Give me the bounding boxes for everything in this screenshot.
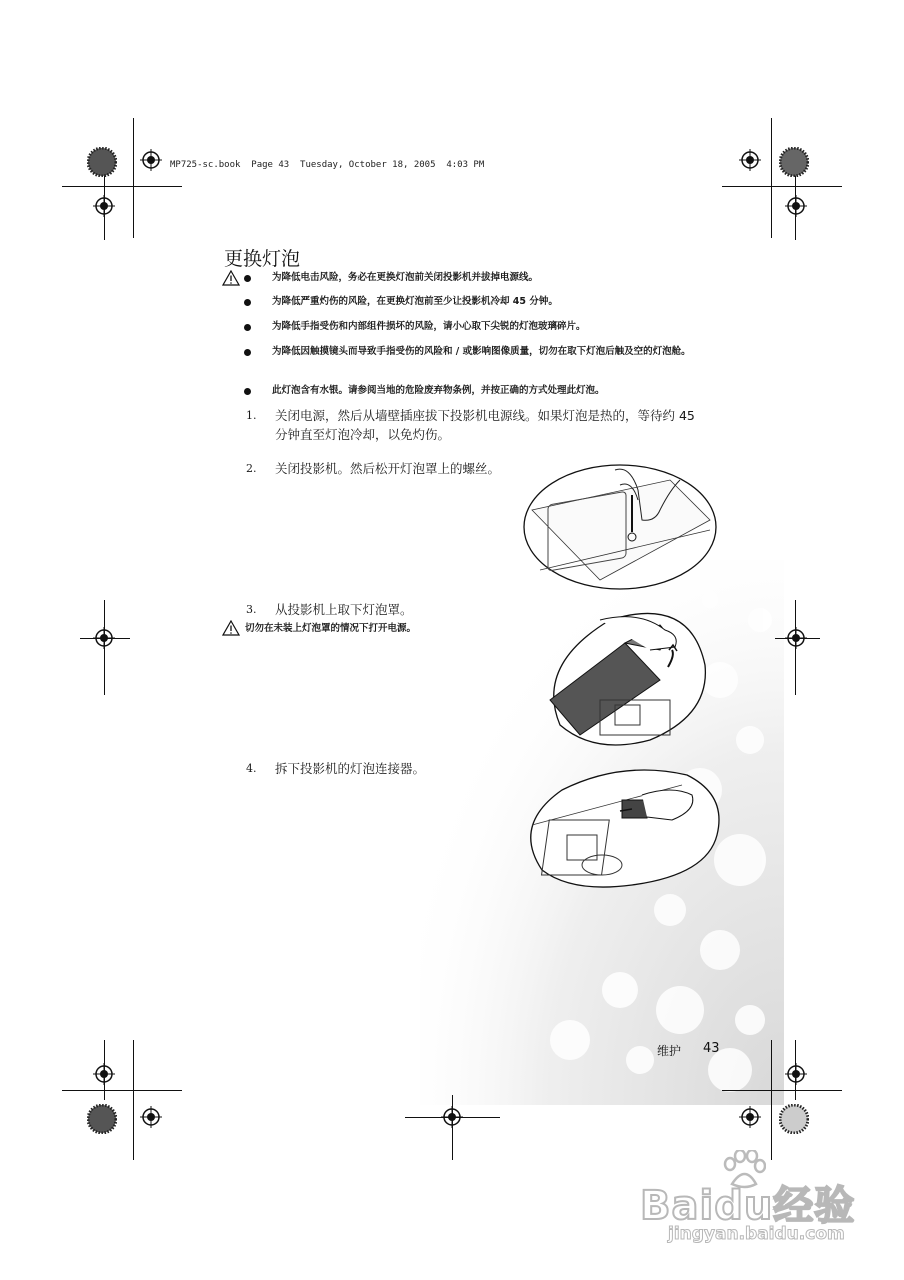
registration-mark-icon: [93, 195, 115, 217]
warning-item: 此灯泡含有水银。请参阅当地的危险废弃物条例，并按正确的方式处理此灯泡。: [272, 385, 605, 396]
registration-mark-icon: [739, 149, 761, 171]
registration-mark-icon: [785, 627, 807, 649]
warning-item: 为降低严重灼伤的风险，在更换灯泡前至少让投影机冷却 45 分钟。: [272, 296, 558, 307]
warning-triangle-icon: [222, 270, 240, 286]
registration-mark-icon: [140, 149, 162, 171]
color-bar-icon: [779, 1104, 809, 1134]
color-bar-icon: [87, 1104, 117, 1134]
bullet-icon: [244, 299, 251, 306]
book-header-line: MP725-sc.book Page 43 Tuesday, October 18, 2005 4:03 PM: [170, 160, 485, 170]
warning-triangle-icon: [222, 620, 240, 636]
step-number: 3.: [246, 603, 257, 616]
warning-item: 为降低因触摸镜头而导致手指受伤的风险和 / 或影响图像质量，切勿在取下灯泡后触及空的灯泡舱。: [272, 346, 691, 357]
registration-mark-icon: [93, 1063, 115, 1085]
warning-item: 为降低电击风险，务必在更换灯泡前关闭投影机并拔掉电源线。: [272, 272, 539, 283]
step-number: 4.: [246, 762, 257, 775]
step-number: 1.: [246, 409, 257, 422]
registration-mark-icon: [739, 1106, 761, 1128]
remove-lamp-cover-illustration: [540, 605, 710, 750]
baidu-watermark: [640, 1150, 880, 1250]
footer-section-label: 维护: [657, 1044, 682, 1058]
lamp-cover-screw-illustration: [520, 460, 720, 595]
step-number: 2.: [246, 462, 257, 475]
step-text: 从投影机上取下灯泡罩。: [275, 602, 413, 617]
step-text: 拆下投影机的灯泡连接器。: [275, 761, 426, 776]
color-bar-icon: [779, 147, 809, 177]
lamp-connector-illustration: [522, 765, 722, 890]
registration-mark-icon: [441, 1106, 463, 1128]
watermark-url: jingyan.baidu.com: [668, 1224, 845, 1244]
registration-mark-icon: [140, 1106, 162, 1128]
step-text: 关闭投影机。然后松开灯泡罩上的螺丝。: [275, 461, 501, 476]
registration-mark-icon: [93, 627, 115, 649]
step-text: 关闭电源，然后从墙壁插座拔下投影机电源线。如果灯泡是热的，等待约 45 分钟直至灯泡冷却，以免灼伤。: [275, 408, 695, 442]
watermark-brand: Baidu经验: [640, 1183, 856, 1229]
section-title: 更换灯泡: [224, 248, 301, 270]
bullet-icon: [244, 324, 251, 331]
bullet-icon: [244, 388, 251, 395]
registration-mark-icon: [785, 1063, 807, 1085]
registration-mark-icon: [785, 195, 807, 217]
bullet-icon: [244, 349, 251, 356]
step3-warning: 切勿在未装上灯泡罩的情况下打开电源。: [245, 623, 417, 634]
warning-item: 为降低手指受伤和内部组件损坏的风险，请小心取下尖锐的灯泡玻璃碎片。: [272, 321, 586, 332]
color-bar-icon: [87, 147, 117, 177]
page-number: 43: [703, 1041, 720, 1056]
bullet-icon: [244, 275, 251, 282]
